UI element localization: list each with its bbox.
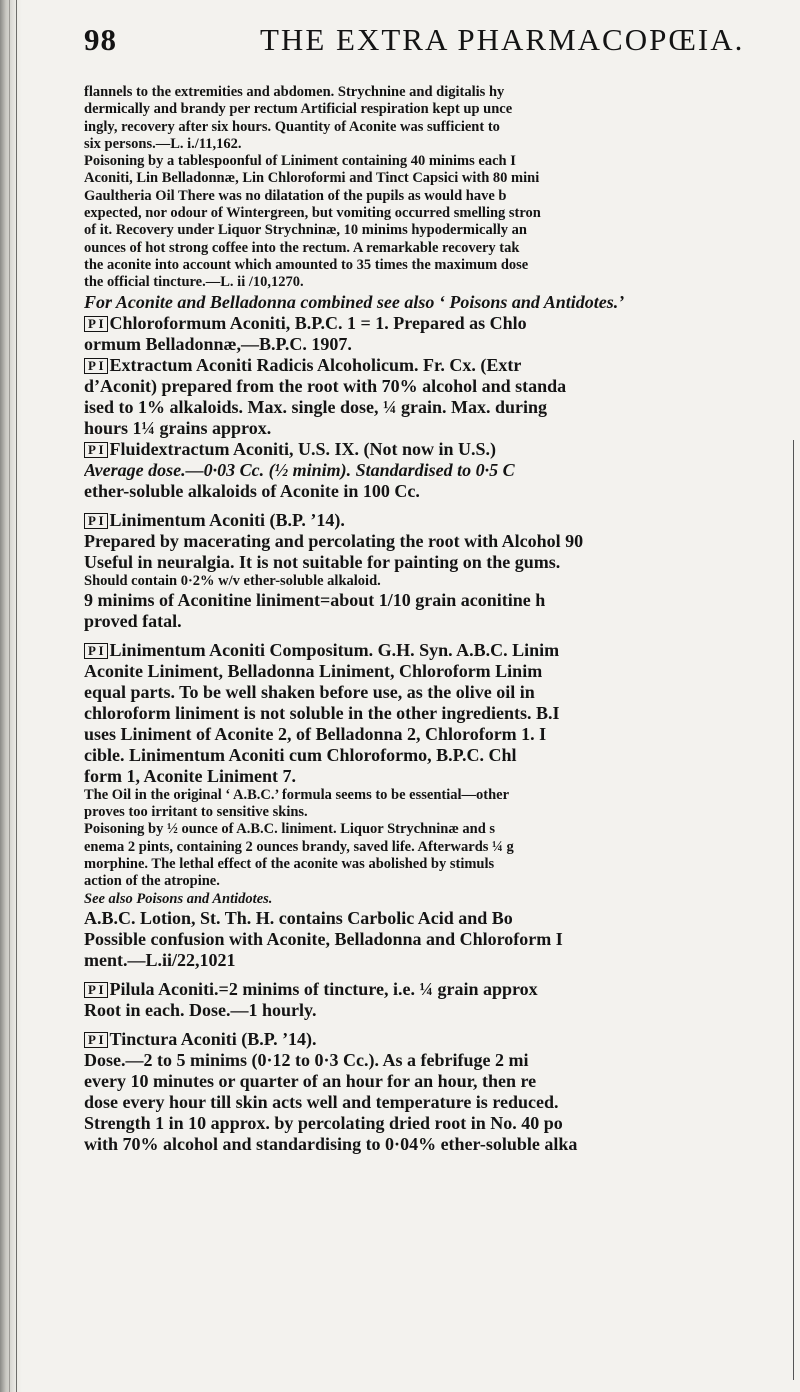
- text-line-content: 9 minims of Aconitine liniment=about 1/10 grain aconitine h: [84, 589, 546, 610]
- text-line: [84, 804, 800, 821]
- margin-rule: [793, 440, 794, 1380]
- text-line: [84, 950, 800, 971]
- text-line-content: proves too irritant to sensitive skins.: [84, 804, 308, 821]
- text-line: [84, 240, 800, 257]
- text-line: [84, 101, 800, 118]
- text-line: [84, 222, 800, 239]
- text-line: [84, 745, 800, 766]
- text-line-content: the aconite into account which amounted to 35 times the maximum dose: [84, 256, 529, 273]
- text-line: [84, 573, 800, 590]
- text-line-content: of it. Recovery under Liquor Strychninæ, 10 minims hypodermically an: [84, 222, 527, 239]
- text-line-content: enema 2 pints, containing 2 ounces brandy, saved life. Afterwards ¼ g: [84, 838, 514, 855]
- text-line-content: Fluidextractum Aconiti, U.S. IX. (Not now in U.S.): [109, 438, 497, 459]
- text-line-content: Root in each. Dose.—1 hourly.: [84, 999, 317, 1020]
- text-line-content: Possible confusion with Aconite, Belladonna and Chloroform I: [84, 928, 563, 949]
- text-line-content: Should contain 0·2% w/v ether-soluble alkaloid.: [84, 572, 381, 589]
- monograph-marker-icon: P I: [84, 513, 108, 529]
- text-line: [84, 460, 800, 481]
- text-line-content: Useful in neuralgia. It is not suitable for painting on the gums.: [84, 551, 561, 572]
- text-line: [84, 682, 800, 703]
- monograph-marker-icon: P I: [84, 358, 108, 374]
- text-line: [84, 787, 800, 804]
- text-line-content: Prepared by macerating and percolating the root with Alcohol 90: [84, 530, 584, 551]
- text-line-content: dermically and brandy per rectum Artificial respiration kept up unce: [84, 101, 513, 118]
- text-line: [84, 590, 800, 611]
- text-line: [84, 552, 800, 573]
- text-line-content: ether-soluble alkaloids of Aconite in 100 Cc.: [84, 480, 420, 501]
- text-line: [84, 439, 800, 460]
- text-line: [84, 188, 800, 205]
- text-line: [84, 257, 800, 274]
- text-line-content: form 1, Aconite Liniment 7.: [84, 765, 296, 786]
- text-line-content: Pilula Aconiti.=2 minims of tincture, i.e. ¼ grain approx: [109, 978, 538, 999]
- text-line: [84, 355, 800, 376]
- text-line-content: Gaultheria Oil There was no dilatation of the pupils as would have b: [84, 187, 507, 204]
- text-line-content: uses Liniment of Aconite 2, of Belladonna 2, Chloroform 1. I: [84, 723, 547, 744]
- text-line: [84, 873, 800, 890]
- text-line-content: ment.—L.ii/22,1021: [84, 949, 236, 970]
- text-line-content: chloroform liniment is not soluble in the other ingredients. B.I: [84, 702, 560, 723]
- text-line-content: Dose.—2 to 5 minims (0·12 to 0·3 Cc.). As a febrifuge 2 mi: [84, 1049, 529, 1070]
- text-line-content: Aconite Liniment, Belladonna Liniment, Chloroform Linim: [84, 660, 543, 681]
- text-line-content: d’Aconit) prepared from the root with 70% alcohol and standa: [84, 375, 567, 396]
- page-header: [80, 22, 800, 66]
- text-line-content: The Oil in the original ‘ A.B.C.’ formula seems to be essential—other: [84, 786, 510, 803]
- text-line: [84, 1000, 800, 1021]
- text-line: [84, 979, 800, 1000]
- text-line: [84, 908, 800, 929]
- text-line-content: with 70% alcohol and standardising to 0·04% ether-soluble alka: [84, 1133, 578, 1154]
- text-line: [84, 611, 800, 632]
- text-line: [84, 1050, 800, 1071]
- text-line-content: flannels to the extremities and abdomen. Strychnine and digitalis hy: [84, 84, 505, 100]
- monograph-marker-icon: P I: [84, 982, 108, 998]
- text-line: [84, 703, 800, 724]
- monograph-marker-icon: P I: [84, 1032, 108, 1048]
- text-line-content: ingly, recovery after six hours. Quantity of Aconite was sufficient to: [84, 118, 500, 135]
- text-line: [84, 1113, 800, 1134]
- text-line: [84, 397, 800, 418]
- text-line-content: Poisoning by a tablespoonful of Liniment containing 40 minims each I: [84, 153, 516, 170]
- text-line-content: See also Poisons and Antidotes.: [84, 890, 273, 907]
- text-line-content: Average dose.—0·03 Cc. (½ minim). Standardised to 0·5 C: [84, 459, 515, 480]
- text-line-content: Linimentum Aconiti (B.P. ’14).: [109, 509, 345, 530]
- text-line: [84, 510, 800, 531]
- text-line-content: A.B.C. Lotion, St. Th. H. contains Carbolic Acid and Bo: [84, 907, 513, 928]
- text-line-content: hours 1¼ grains approx.: [84, 417, 272, 438]
- text-line-content: Aconiti, Lin Belladonnæ, Lin Chloroformi and Tinct Capsici with 80 mini: [84, 170, 540, 187]
- binding-shadow-line: [9, 0, 10, 1392]
- text-line: [84, 274, 800, 291]
- text-line: [84, 292, 800, 313]
- text-line: [84, 334, 800, 355]
- text-line: [84, 891, 800, 908]
- text-line: [84, 119, 800, 136]
- text-line: [84, 313, 800, 334]
- text-line: [84, 84, 800, 101]
- text-line-content: Chloroformum Aconiti, B.P.C. 1 = 1. Prepared as Chlo: [109, 312, 527, 333]
- text-line-content: cible. Linimentum Aconiti cum Chloroformo, B.P.C. Chl: [84, 744, 517, 765]
- text-line: [84, 153, 800, 170]
- text-line: [84, 1092, 800, 1113]
- text-line-content: Strength 1 in 10 approx. by percolating dried root in No. 40 po: [84, 1112, 563, 1133]
- text-line: [84, 821, 800, 838]
- running-title: THE EXTRA PHARMACOPŒIA.: [260, 22, 745, 57]
- text-line: [84, 856, 800, 873]
- text-line-content: action of the atropine.: [84, 873, 220, 890]
- text-line: [84, 531, 800, 552]
- binding-fold-line: [16, 0, 17, 1392]
- text-line-content: Tinctura Aconiti (B.P. ’14).: [109, 1028, 317, 1049]
- text-line: [84, 929, 800, 950]
- text-line-content: equal parts. To be well shaken before use, as the olive oil in: [84, 681, 535, 702]
- text-line: [84, 1029, 800, 1050]
- monograph-marker-icon: P I: [84, 442, 108, 458]
- text-line-content: Extractum Aconiti Radicis Alcoholicum. Fr. Cx. (Extr: [109, 354, 522, 375]
- text-line-content: morphine. The lethal effect of the aconite was abolished by stimuls: [84, 856, 495, 873]
- page-number: 98: [84, 22, 117, 57]
- text-line: [84, 1071, 800, 1092]
- text-line-content: Poisoning by ½ ounce of A.B.C. liniment. Liquor Strychninæ and s: [84, 821, 496, 838]
- text-line: [84, 766, 800, 787]
- text-line: [84, 136, 800, 153]
- book-binding-edge: [0, 0, 22, 1392]
- monograph-marker-icon: P I: [84, 643, 108, 659]
- text-line: [84, 724, 800, 745]
- text-line-content: expected, nor odour of Wintergreen, but vomiting occurred smelling stron: [84, 205, 541, 222]
- text-line: [84, 481, 800, 502]
- text-line: [84, 640, 800, 661]
- text-line: [84, 418, 800, 439]
- text-line-content: dose every hour till skin acts well and temperature is reduced.: [84, 1091, 559, 1112]
- text-line-content: proved fatal.: [84, 610, 182, 631]
- text-line-content: every 10 minutes or quarter of an hour for an hour, then re: [84, 1070, 537, 1091]
- text-line-content: ised to 1% alkaloids. Max. single dose, ¼ grain. Max. during: [84, 396, 548, 417]
- monograph-marker-icon: P I: [84, 316, 108, 332]
- text-line-content: six persons.—L. i./11,162.: [84, 135, 242, 152]
- page-body-text: [84, 84, 800, 1384]
- text-line-content: ounces of hot strong coffee into the rectum. A remarkable recovery tak: [84, 239, 520, 256]
- text-line: [84, 170, 800, 187]
- text-line-content: For Aconite and Belladonna combined see also ‘ Poisons and Antidotes.’: [84, 291, 625, 312]
- text-line: [84, 1134, 800, 1155]
- text-line: [84, 205, 800, 222]
- text-line: [84, 839, 800, 856]
- text-line: [84, 376, 800, 397]
- text-line-content: Linimentum Aconiti Compositum. G.H. Syn. A.B.C. Linim: [109, 639, 560, 660]
- text-line-content: ormum Belladonnæ,—B.P.C. 1907.: [84, 333, 352, 354]
- text-line: [84, 661, 800, 682]
- text-line-content: the official tincture.—L. ii /10,1270.: [84, 274, 304, 291]
